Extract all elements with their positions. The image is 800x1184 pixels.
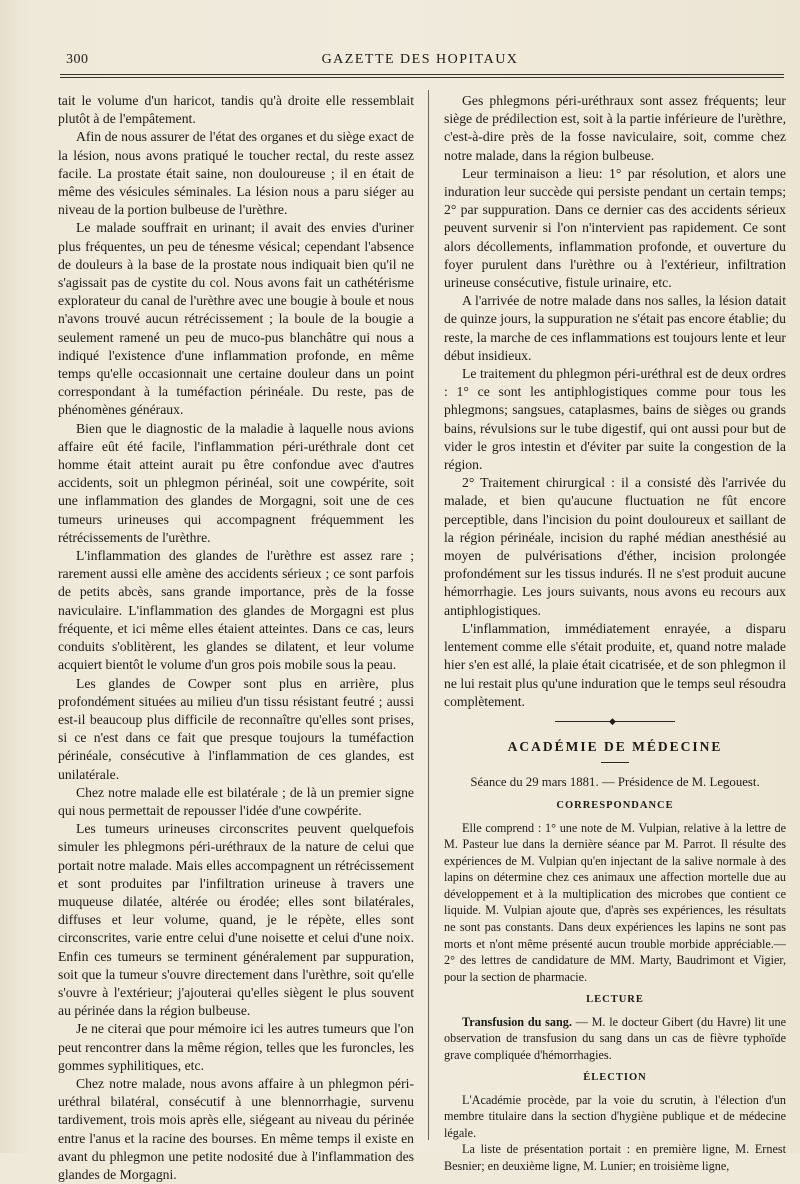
academie-title: ACADÉMIE DE MÉDECINE: [507, 738, 723, 754]
right-paragraph: L'inflammation, immédiatement enrayée, a disparu lentement comme elle s'était produite, et, quand notre malade hier s'en est allé, la plaie était cicatrisée, et de son phlegmon il ne lui restait plus qu'une induration que le temps seul résoudra complètement.: [444, 620, 786, 709]
right-paragraph: Le traitement du phlegmon péri-uréthral est de deux ordres : 1° ce sont les antiphlogistiques comme pour tous les phlegmons; sangsues, cataplasmes, bains de sièges ou grands bains, révulsions sur le tube digestif, qui ont aussi pour but de vider le gros intestin et d'éviter par suite la congestion de la région.: [444, 366, 786, 473]
header-double-rule: [60, 74, 784, 78]
election-heading: ÉLECTION: [583, 1072, 647, 1084]
right-column: [444, 92, 786, 1175]
seance-line: Séance du 29 mars 1881. — Présidence de M. Legouest.: [470, 775, 760, 790]
page-title: GAZETTE DES HOPITAUX: [321, 52, 519, 67]
left-paragraph: Les tumeurs urineuses circonscrites peuvent quelquefois simuler les phlegmons péri-uréthraux de la nature de celui que portait notre malade. Mais elles accompagnent un rétrécissement et sont produites par l'infiltration urineuse à travers une muqueuse dilatée, altérée ou érodée; elles sont bilatérales, diffuses et leur volume, quand, je le répète, elles sont circonscrites, varie entre celui d'une noisette et celui d'une noix. Enfin ces tumeurs se terminent généralement par suppuration, soit que la tumeur s'ouvre directement dans l'urèthre, soit qu'elle s'ouvre à l'extérieur; j'ajouterai qu'elles siègent le plus souvent au périnée dans la région bulbeuse.: [58, 821, 414, 1019]
right-paragraph: A l'arrivée de notre malade dans nos salles, la lésion datait de quinze jours, la suppuration ne s'était pas encore établie; du reste, la marche de ces inflammations est toujours lente et leur début insidieux.: [444, 293, 786, 363]
left-paragraph: Le malade souffrait en urinant; il avait des envies d'uriner plus fréquentes, un peu de ténesme vésical; cependant l'absence de douleurs à la base de la prostate nous indiquait bien qu'il ne s'agissait pas de cystite du col. Nous avons fait un cathétérisme explorateur du canal de l'urèthre avec une bougie à boule et nous n'avons trouvé aucun rétrécissement ; la boule de la bougie a seulement ramené un peu de muco-pus blanchâtre qui nous a indiqué l'existence d'une inflammation profonde, en même temps qu'elle occasionnait une certaine douleur dans un point correspondant à la tuméfaction périnéale. Du reste, pas de phénomènes généraux.: [58, 220, 414, 418]
lecture-heading: LECTURE: [586, 994, 644, 1006]
left-paragraph: Les glandes de Cowper sont plus en arrière, plus profondément situées au milieu d'un tissu résistant feutré ; aussi est-il beaucoup plus difficile de reconnaître qu'elles sont prises, si ce n'est dans ce fait que presque toujours la tuméfaction périnéale, consécutive à l'inflammation de ces glandes, est unilatérale.: [58, 675, 414, 782]
right-paragraph: Ges phlegmons péri-uréthraux sont assez fréquents; leur siège de prédilection est, soit à la partie inférieure de l'urèthre, c'est-à-dire près de la fosse naviculaire, soit, comme chez notre malade, dans la région bulbeuse.: [444, 93, 786, 163]
lecture-title: Transfusion du sang.: [462, 1014, 572, 1029]
diamond-ornament-icon: ◆: [609, 715, 616, 726]
left-paragraph: L'inflammation des glandes de l'urèthre est assez rare ; rarement aussi elle amène des accidents sérieux ; ce sont parfois de petits abcès, sans grande importance, près de la fosse naviculaire. L'inflammation des glandes de Morgagni est plus fréquente, et ici même elles étaient atteintes. Dans ce cas, leurs conduits s'oblitèrent, les glandes se dilatent, et leur volume acquiert bientôt le volume d'un gros pois mobile sous la peau.: [58, 548, 414, 673]
column-divider: [428, 90, 429, 1140]
left-paragraph: tait le volume d'un haricot, tandis qu'à droite elle ressemblait plutôt à de l'empâtement.: [58, 93, 414, 127]
left-paragraph: Bien que le diagnostic de la maladie à laquelle nous avions affaire eût été facile, l'inflammation péri-uréthrale dont cet homme était atteint aurait pu être confondue avec d'autres accidents, soit un phlegmon périnéal, soit une cowpérite, soit une inflammation des glandes de Morgagni, soit une de ces tumeurs urineuses qui accompagnent fréquemment les rétrécissements de l'urèthre.: [58, 420, 414, 545]
election-text: L'Académie procède, par la voie du scrutin, à l'élection d'un membre titulaire dans la section d'hygiène publique et de médecine légale.: [444, 1092, 786, 1140]
page-number: 300: [66, 52, 89, 67]
left-paragraph: Afin de nous assurer de l'état des organes et du siège exact de la lésion, nous avons pratiqué le toucher rectal, du reste assez facile. La prostate était saine, non douloureuse ; il en était de même des vésicules séminales. La lésion nous a paru siéger au niveau de la portion bulbeuse de l'urèthre.: [58, 129, 414, 218]
left-paragraph: Je ne citerai que pour mémoire ici les autres tumeurs que l'on peut rencontrer dans la même région, telles que les furoncles, les gommes syphilitiques, etc.: [58, 1021, 414, 1073]
left-paragraph: Chez notre malade, nous avons affaire à un phlegmon péri-uréthral bilatéral, consécutif à une blennorrhagie, survenu tardivement, trois mois après elle, siégeant au niveau du périnée entre l'anus et la racine des bourses. En même temps il existe en avant du phlegmon une petite nodosité due à l'inflammation des glandes de Morgagni.: [58, 1075, 414, 1182]
right-paragraph: 2° Traitement chirurgical : il a consisté dès l'arrivée du malade, et bien qu'aucune fluctuation ne fût encore perceptible, dans l'incision du point douloureux et saillant de la région périnéale, incision du raphé médian anesthésié au moyen de pulvérisations d'éther, incision prolongée profondément sur les tissus indurés. Il ne s'est produit aucune hémorrhagie. Les jours suivants, nous avons eu recours aux antiphlogistiques.: [444, 475, 786, 618]
correspondance-text: Elle comprend : 1° une note de M. Vulpian, relative à la lettre de M. Pasteur lue dans la dernière séance par M. Parrot. Il résulte des expériences de M. Vulpian qu'en injectant de la salive normale à des lapins on détermine chez ces animaux une affection mortelle due au développement et à la multiplication des microbes que contient ce liquide. M. Vulpian ajoute que, d'après ses expériences, les résultats ne sont pas constants. Dans deux expériences les lapins ne sont pas morts et n'ont même présenté aucun trouble morbide appréciable.— 2° des lettres de candidature de MM. Marty, Baudrimont et Vigier, pour la section de pharmacie.: [444, 820, 786, 984]
left-column: [58, 92, 414, 1184]
lecture-text: — M. le docteur Gibert (du Havre) lit une observation de transfusion du sang dans un cas de fièvre typhoïde grave compliquée d'hémorrhagies.: [444, 1014, 786, 1062]
left-paragraph: Chez notre malade elle est bilatérale ; de là un premier signe qui nous permettait de repousser l'idée d'une cowpérite.: [58, 784, 414, 818]
election-text: La liste de présentation portait : en première ligne, M. Ernest Besnier; en deuxième ligne, M. Lunier; en troisième ligne,: [444, 1142, 786, 1174]
lecture-paragraph: [444, 1014, 786, 1064]
section-separator: [555, 717, 675, 726]
right-paragraph: Leur terminaison a lieu: 1° par résolution, et alors une induration leur succède qui persiste pendant un certain temps; 2° par suppuration. Dans ce dernier cas des accidents sérieux peuvent survenir si l'on n'intervient pas rapidement. Ce sont alors décollements, inflammation profonde, et ouverture du foyer purulent dans l'urèthre ou à l'extérieur, infiltration urineuse consécutive, fistule urinaire, etc.: [444, 165, 786, 291]
page-header: [60, 52, 780, 72]
correspondance-heading: CORRESPONDANCE: [556, 800, 674, 812]
title-underline: [601, 762, 629, 763]
